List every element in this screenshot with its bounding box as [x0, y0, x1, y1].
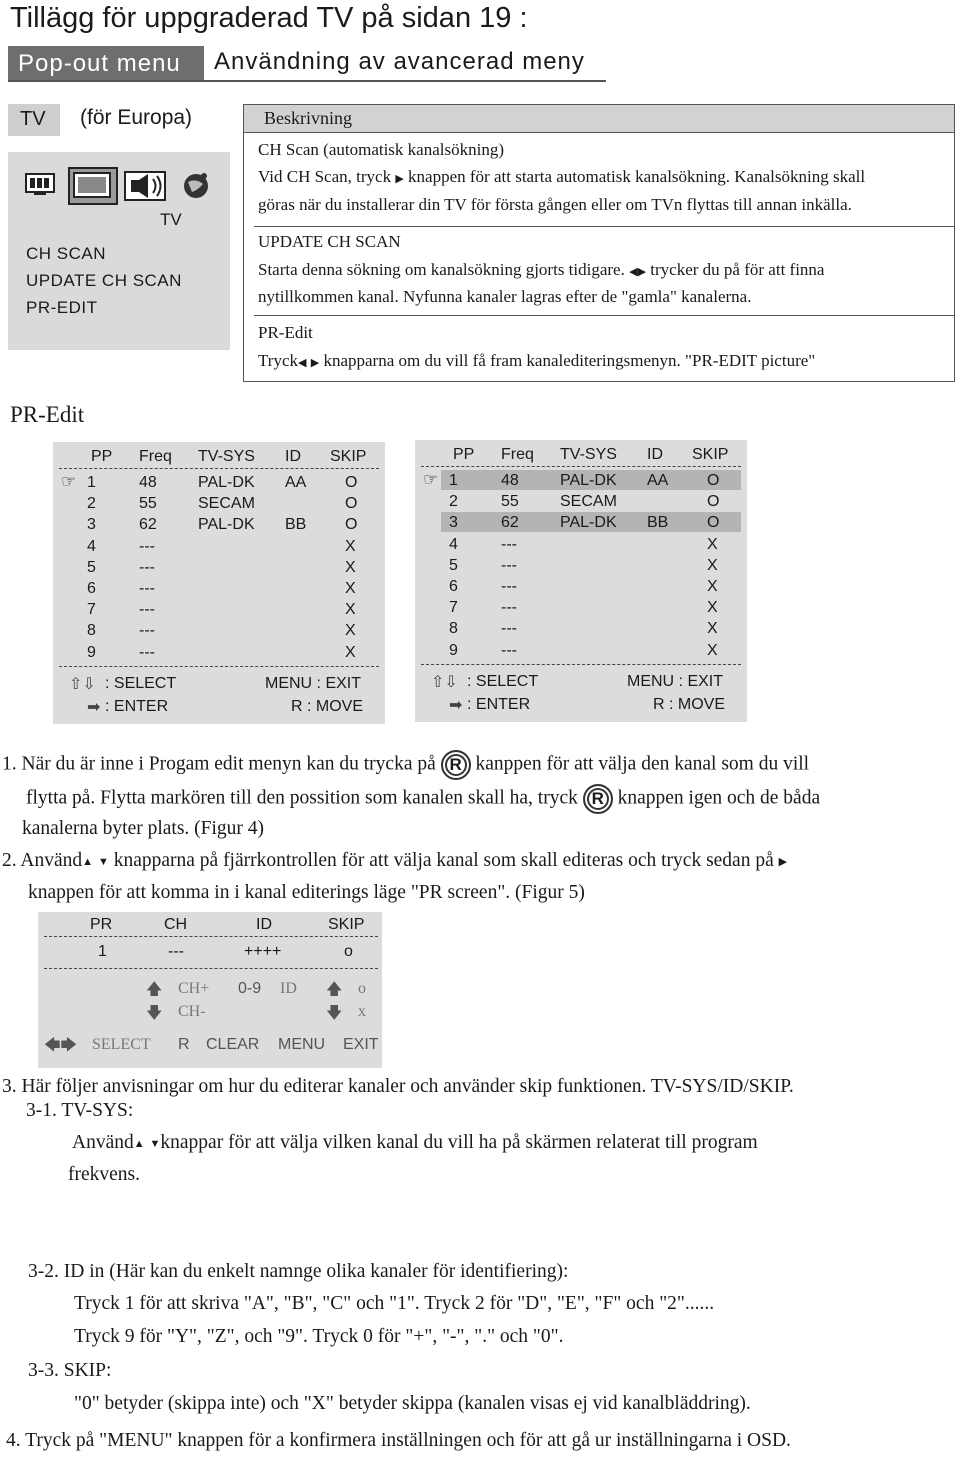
ch-scan-line2: göras när du installerar din TV för första gången eller om TVn flyttas till annan inkälla. [258, 195, 852, 214]
menu-exit-label: MENU : EXIT [627, 673, 724, 690]
pp-cell[interactable]: 5 [449, 556, 458, 574]
pr-header: PR [90, 916, 113, 933]
skip-header: SKIP [692, 446, 729, 463]
freq-cell[interactable]: --- [139, 622, 155, 640]
pp-cell[interactable]: 5 [87, 558, 96, 576]
left-arrow-icon: ◀ [298, 356, 307, 369]
step-1-line-1: 1. När du är inne i Progam edit menyn kan du trycka på R kanppen för att välja den kanal som du vill [2, 750, 809, 780]
down-arrow-icon: 🡇 [146, 1005, 163, 1022]
r-button-icon: R [441, 750, 471, 780]
pp-cell[interactable]: 1 [87, 474, 96, 491]
digits-label: 0-9 [238, 980, 262, 997]
ch-minus-label: CH- [178, 1003, 206, 1020]
divider [254, 315, 954, 316]
divider [254, 226, 954, 227]
skip-cell[interactable]: O [707, 514, 720, 532]
divider [44, 968, 378, 969]
step-2-line-1: 2. Använd▲ ▼ knapparna på fjärrkontrollen för att välja kanal som skall editeras och tryck sedan på ▶ [2, 850, 788, 871]
id-cell[interactable]: BB [647, 514, 669, 532]
step-4: 4. Tryck på "MENU" knappen för a konfirmera inställningen och för att gå ur inställningarna i OSD. [6, 1430, 791, 1451]
freq-cell[interactable]: --- [501, 535, 517, 553]
pointing-hand-icon: ☞ [423, 470, 439, 489]
tv-menu-panel [8, 152, 230, 350]
step-3: 3. Här följer anvisningar om hur du editerar kanaler och använder skip funktionen. TV-SYS/ID/SKIP. [2, 1076, 794, 1097]
select-label: : SELECT [105, 675, 177, 692]
advanced-menu-label: Användning av avancerad meny [214, 48, 585, 75]
subtitle-bar [8, 46, 606, 82]
skip-cell[interactable]: X [707, 641, 718, 659]
clear-label: CLEAR [206, 1036, 260, 1053]
update-line1: Starta denna sökning om kanalsökning gjorts tidigare. ◀▶ trycker du på för att finna [258, 260, 825, 279]
select-label: SELECT [92, 1036, 151, 1053]
up-arrow-icon: 🡅 [146, 981, 163, 998]
freq-cell[interactable]: --- [501, 599, 517, 617]
skip-value: o [344, 943, 353, 960]
right-arrow-icon: ▶ [637, 265, 647, 278]
pp-cell[interactable]: 9 [87, 643, 96, 661]
grid-icon [26, 174, 54, 195]
freq-cell[interactable]: 55 [501, 493, 519, 511]
left-arrow-icon: ◀ [629, 265, 638, 278]
ch-header: CH [164, 916, 188, 933]
divider [44, 936, 378, 937]
pp-cell[interactable]: 7 [87, 601, 96, 619]
menu-exit-label: MENU : EXIT [265, 675, 362, 692]
pp-cell[interactable]: 2 [87, 495, 96, 513]
pr-edit-line1: Tryck◀ ▶ knapparna om du vill få fram kanalediteringsmenyn. "PR-EDIT picture" [258, 351, 816, 370]
freq-cell[interactable]: 48 [139, 474, 157, 491]
menu-item-pr-edit[interactable]: PR-EDIT [26, 298, 98, 317]
menu-item-update-ch-scan[interactable]: UPDATE CH SCAN [26, 271, 182, 290]
menu-item-ch-scan[interactable]: CH SCAN [26, 244, 107, 263]
step-2-line-2: knappen för att komma in i kanal editerings läge "PR screen". (Figur 5) [28, 882, 585, 903]
skip-o-label: o [358, 980, 366, 997]
divider [59, 468, 379, 469]
move-label: R : MOVE [291, 698, 364, 715]
freq-cell[interactable]: 62 [501, 514, 519, 532]
step-3-2-title: 3-2. ID in (Här kan du enkelt namnge olika kanaler för identifiering): [28, 1261, 569, 1282]
pp-cell[interactable]: 7 [449, 599, 458, 617]
freq-cell[interactable]: --- [139, 580, 155, 597]
freq-cell[interactable]: --- [139, 558, 155, 576]
right-arrow-icon: ▶ [395, 172, 404, 185]
divider [421, 664, 741, 665]
pointing-hand-icon: ☞ [61, 472, 77, 491]
down-arrow-icon: 🡇 [326, 1005, 343, 1022]
globe-icon [184, 173, 208, 198]
pp-cell[interactable]: 1 [449, 472, 458, 489]
description-header: Beskrivning [244, 105, 954, 133]
skip-cell[interactable]: X [345, 601, 356, 619]
left-right-arrow-icon: 🡄🡆 [44, 1037, 78, 1054]
pp-cell[interactable]: 6 [87, 580, 96, 597]
id-cell[interactable]: AA [285, 474, 307, 491]
skip-cell[interactable]: X [707, 599, 718, 617]
tv-sys-cell[interactable]: SECAM [560, 493, 617, 511]
update-line2: nytillkommen kanal. Nyfunna kanaler lagras efter de "gamla" kanalerna. [258, 287, 752, 306]
select-label: : SELECT [467, 673, 539, 690]
divider [59, 666, 379, 667]
skip-cell[interactable]: X [707, 535, 718, 553]
tv-sys-cell[interactable]: PAL-DK [560, 514, 617, 532]
id-label: ID [280, 980, 297, 997]
freq-cell[interactable]: --- [139, 643, 155, 661]
skip-cell[interactable]: X [345, 537, 356, 555]
tv-sys-header: TV-SYS [560, 446, 617, 463]
freq-cell[interactable]: --- [501, 620, 517, 638]
pp-cell[interactable]: 4 [87, 537, 96, 555]
step-3-2-line-2: Tryck 9 för "Y", "Z", och "9". Tryck 0 för "+", "-", "." och "0". [74, 1326, 564, 1347]
step-3-1-line-2: frekvens. [68, 1164, 141, 1185]
tv-tab: TV [8, 104, 60, 136]
step-3-1-line-1: Använd▲ ▼knappar för att välja vilken kanal du vill ha på skärmen relaterat till program [72, 1132, 758, 1153]
tv-sys-cell[interactable]: PAL-DK [198, 516, 255, 534]
skip-cell[interactable]: O [345, 516, 358, 534]
id-cell[interactable]: AA [647, 472, 669, 489]
update-title: UPDATE CH SCAN [258, 232, 401, 251]
skip-cell[interactable]: X [345, 580, 356, 597]
freq-header: Freq [501, 446, 534, 463]
pp-cell[interactable]: 2 [449, 493, 458, 511]
pr-edit-heading: PR-Edit [10, 402, 85, 427]
up-arrow-icon: ▲ [82, 855, 94, 868]
menu-label: MENU [278, 1036, 326, 1053]
ch-scan-line1: Vid CH Scan, tryck ▶ knappen för att starta automatisk kanalsökning. Kanalsökning skall [258, 167, 866, 186]
up-arrow-icon: ▲ [133, 1137, 145, 1150]
right-arrow-icon: ▶ [310, 356, 320, 369]
skip-header: SKIP [328, 916, 365, 933]
step-3-3-line-1: "0" betyder (skippa inte) och "X" betyder skippa (kanalen visas ej vid kanalbläddring). [74, 1393, 751, 1414]
popout-menu-label: Pop-out menu [8, 46, 204, 80]
step-1-line-2: flytta på. Flytta markören till den possition som kanalen skall ha, tryck R knappen igen och de båda [26, 784, 820, 814]
tv-sys-cell[interactable]: SECAM [198, 495, 255, 513]
description-box [243, 104, 955, 382]
freq-cell[interactable]: --- [501, 556, 517, 574]
id-value: ++++ [244, 943, 282, 960]
pp-cell[interactable]: 3 [449, 514, 458, 532]
speaker-icon [125, 172, 165, 200]
pr-edit-title: PR-Edit [258, 323, 313, 342]
right-arrow-icon: ➡ [449, 697, 463, 714]
freq-cell[interactable]: 55 [139, 495, 157, 513]
freq-cell[interactable]: --- [139, 601, 155, 619]
freq-cell[interactable]: --- [501, 641, 517, 659]
freq-cell[interactable]: --- [501, 578, 517, 595]
skip-cell[interactable]: X [707, 620, 718, 638]
skip-x-label: x [358, 1003, 366, 1020]
skip-header: SKIP [330, 448, 367, 465]
skip-cell[interactable]: X [707, 578, 718, 595]
tv-sys-header: TV-SYS [198, 448, 255, 465]
tv-sys-cell[interactable]: PAL-DK [198, 474, 255, 491]
freq-cell[interactable]: --- [139, 537, 155, 555]
region-label: (för Europa) [80, 106, 193, 129]
right-arrow-icon: ➡ [87, 699, 101, 716]
ch-plus-label: CH+ [178, 980, 210, 997]
divider [421, 466, 741, 467]
ch-scan-title: CH Scan (automatisk kanalsökning) [258, 140, 504, 159]
r-button-icon: R [583, 784, 613, 814]
step-3-1-title: 3-1. TV-SYS: [26, 1100, 134, 1121]
skip-cell[interactable]: X [345, 558, 356, 576]
skip-cell[interactable]: O [345, 474, 358, 491]
r-label: R [178, 1036, 190, 1053]
pr-edit-screen-figure-4 [53, 442, 385, 724]
skip-cell[interactable]: X [345, 643, 356, 661]
down-arrow-icon: ▼ [97, 855, 109, 868]
id-header: ID [285, 448, 301, 465]
pr-screen-figure [38, 912, 382, 1068]
move-label: R : MOVE [653, 696, 726, 713]
menu-icons [8, 152, 230, 212]
id-header: ID [256, 916, 272, 933]
pp-cell[interactable]: 4 [449, 535, 458, 553]
step-3-2-line-1: Tryck 1 för att skriva "A", "B", "C" och "1". Tryck 2 för "D", "E", "F" och "2"...... [74, 1293, 715, 1314]
tv-icon-label: TV [160, 210, 182, 229]
pp-cell[interactable]: 6 [449, 578, 458, 595]
freq-cell[interactable]: 62 [139, 516, 157, 534]
freq-cell[interactable]: 48 [501, 472, 519, 489]
pp-cell[interactable]: 3 [87, 516, 96, 534]
pp-cell[interactable]: 8 [87, 622, 96, 640]
enter-label: : ENTER [467, 696, 531, 713]
skip-cell[interactable]: X [345, 622, 356, 640]
skip-cell[interactable]: O [707, 472, 720, 489]
tv-sys-cell[interactable]: PAL-DK [560, 472, 617, 489]
freq-header: Freq [139, 448, 172, 465]
up-down-arrow-icon: ⇧⇩ [431, 674, 458, 691]
up-arrow-icon: 🡅 [326, 981, 343, 998]
pp-cell[interactable]: 9 [449, 641, 458, 659]
up-down-arrow-icon: ⇧⇩ [69, 676, 96, 693]
exit-label: EXIT [343, 1036, 379, 1053]
step-3-3-title: 3-3. SKIP: [28, 1360, 112, 1381]
pr-edit-screen-figure-5 [415, 440, 747, 722]
right-arrow-icon: ▶ [778, 856, 788, 869]
id-header: ID [647, 446, 663, 463]
pp-header: PP [91, 448, 113, 465]
pp-header: PP [453, 446, 475, 463]
ch-value: --- [168, 943, 184, 960]
enter-label: : ENTER [105, 698, 169, 715]
pp-cell[interactable]: 8 [449, 620, 458, 638]
skip-cell[interactable]: O [345, 495, 358, 513]
down-arrow-icon: ▼ [149, 1137, 161, 1150]
tv-icon [69, 168, 117, 204]
pr-value: 1 [98, 943, 107, 960]
step-1-line-3: kanalerna byter plats. (Figur 4) [22, 818, 265, 839]
skip-cell[interactable]: X [707, 556, 718, 574]
skip-cell[interactable]: O [707, 493, 720, 511]
page-title: Tillägg för uppgraderad TV på sidan 19 : [10, 2, 528, 34]
id-cell[interactable]: BB [285, 516, 307, 534]
